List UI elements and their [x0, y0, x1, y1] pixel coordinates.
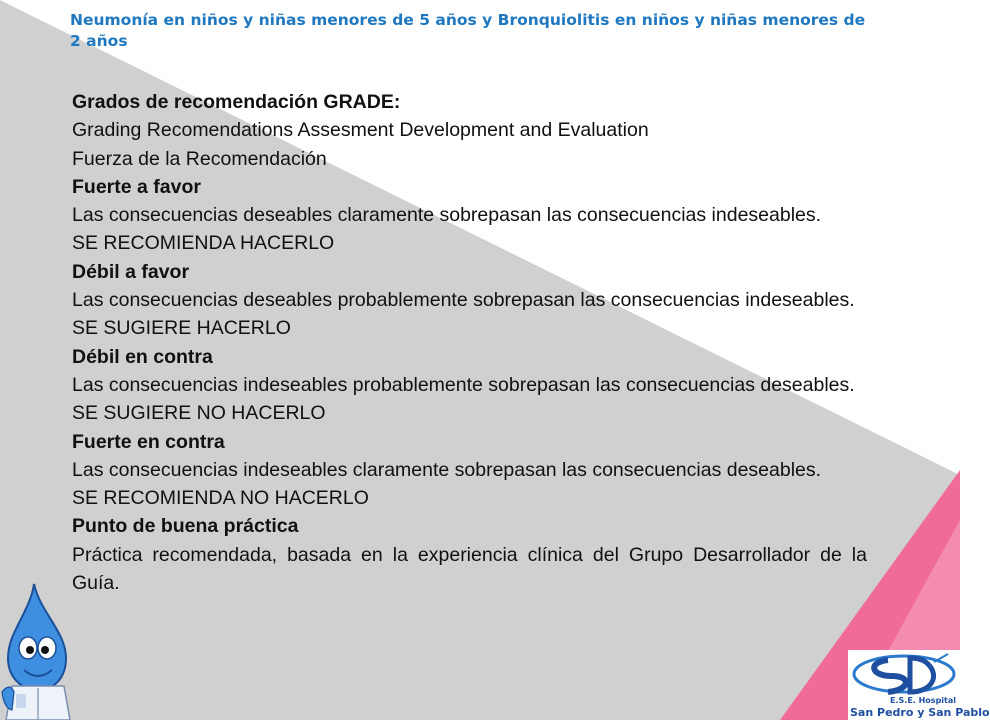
- item-action: SE SUGIERE HACERLO: [72, 317, 291, 340]
- item-action: SE RECOMIENDA NO HACERLO: [72, 487, 369, 510]
- strength-label: Fuerza de la Recomendación: [72, 147, 327, 170]
- logo-line1: E.S.E. Hospital: [890, 696, 956, 705]
- grade-title: Grados de recomendación GRADE:: [72, 91, 401, 113]
- item-action: SE RECOMIENDA HACERLO: [72, 232, 335, 255]
- item-heading: Débil en contra: [72, 345, 213, 368]
- hospital-logo-icon: [848, 650, 960, 698]
- item-description: Las consecuencias indeseables claramente sobrepasan las consecuencias deseables.: [72, 458, 822, 481]
- item-description: Las consecuencias indeseables probablemente sobrepasan las consecuencias deseables.: [72, 373, 855, 396]
- good-practice-heading: Punto de buena práctica: [72, 515, 299, 538]
- good-practice-description: Práctica recomendada, basada en la experiencia clínica del Grupo Desarrollador de la Guía.: [72, 543, 867, 595]
- grade-expansion: Grading Recomendations Assesment Development and Evaluation: [72, 119, 649, 142]
- item-action: SE SUGIERE NO HACERLO: [72, 402, 326, 425]
- slide-header: Neumonía en niños y niñas menores de 5 años y Bronquiolitis en niños y niñas menores de 2 años: [70, 11, 866, 50]
- logo-line2: San Pedro y San Pablo: [850, 706, 990, 719]
- grade-content: [72, 88, 867, 597]
- item-description: Las consecuencias deseables claramente sobrepasan las consecuencias indeseables.: [72, 204, 822, 227]
- item-heading: Débil a favor: [72, 260, 190, 283]
- item-description: Las consecuencias deseables probablemente sobrepasan las consecuencias indeseables.: [72, 289, 855, 312]
- item-heading: Fuerte en contra: [72, 430, 225, 453]
- drop-mascot-icon: [0, 582, 78, 720]
- item-heading: Fuerte a favor: [72, 175, 201, 198]
- hospital-logo: [848, 650, 990, 720]
